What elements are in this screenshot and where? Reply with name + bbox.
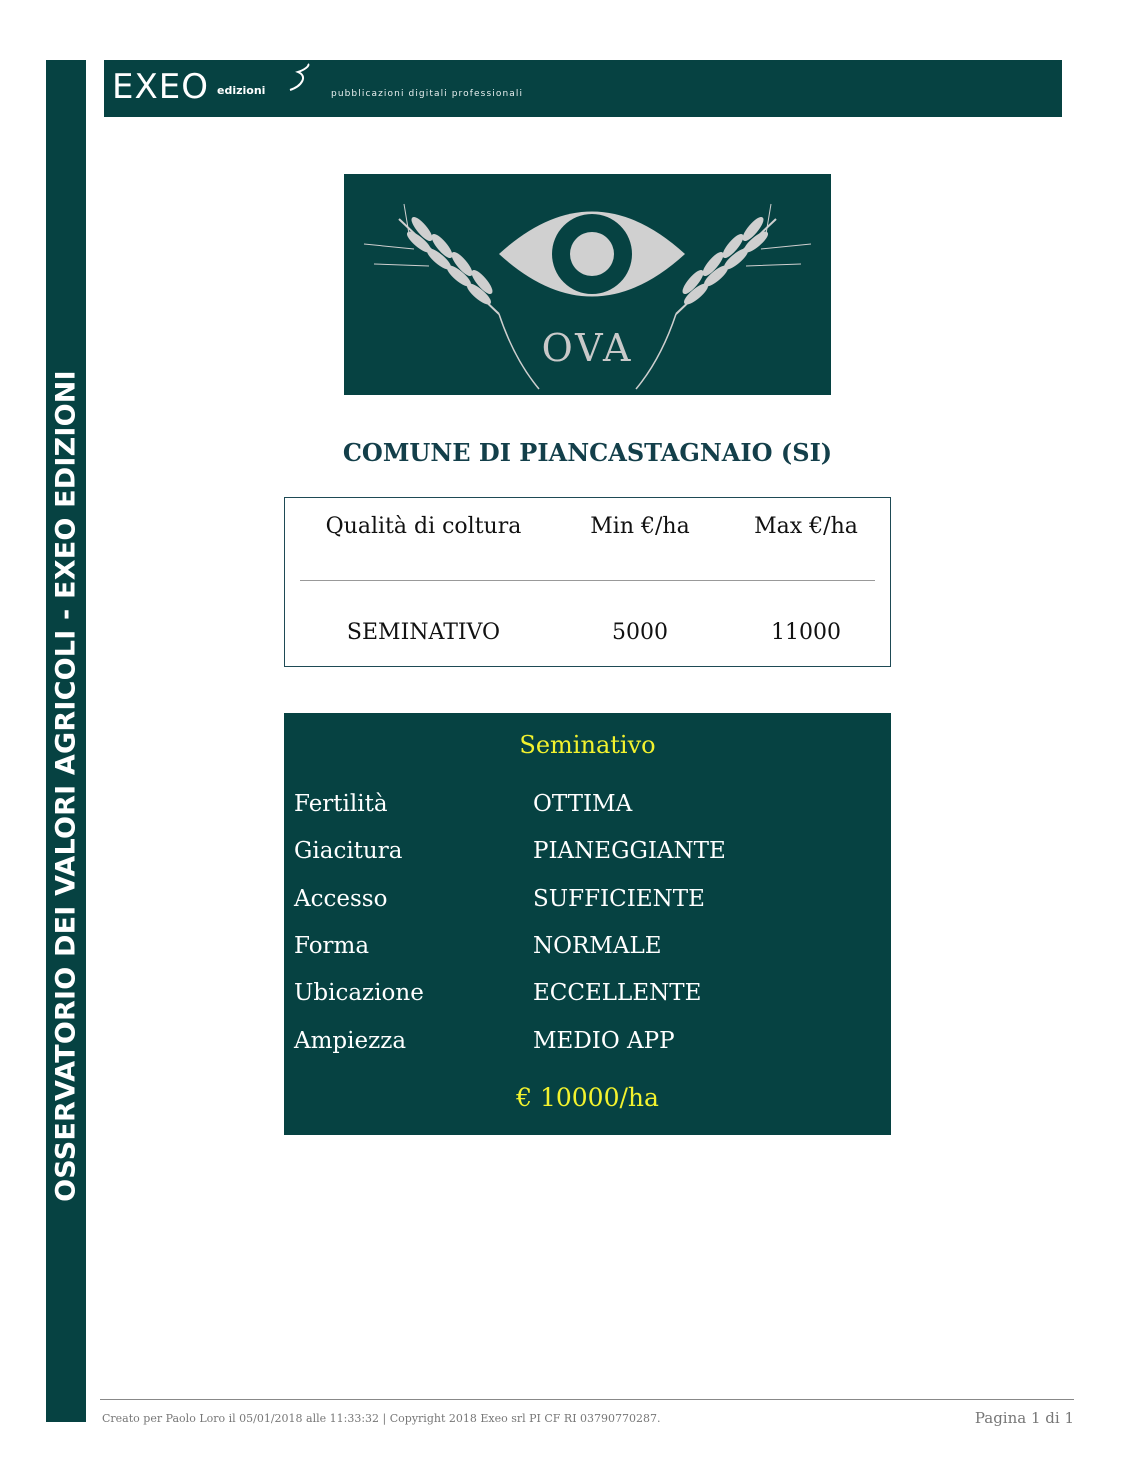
sidebar-title: OSSERVATORIO DEI VALORI AGRICOLI - EXEO EDIZIONI [50,370,82,1202]
table-cell-max: 11000 [771,620,841,645]
footer-divider [100,1399,1074,1400]
page-number: Pagina 1 di 1 [974,1409,1074,1427]
detail-value: SUFFICIENTE [533,886,705,912]
detail-label: Ampiezza [294,1028,407,1054]
swoosh-icon [284,62,314,94]
detail-value: NORMALE [533,933,662,959]
header-band [104,60,1062,117]
detail-value: PIANEGGIANTE [533,838,726,864]
detail-price: € 10000/ha [516,1083,659,1112]
footer-credit: Creato per Paolo Loro il 05/01/2018 alle 11:33:32 | Copyright 2018 Exeo srl PI CF RI 03790770287. [102,1412,661,1425]
table-cell-min: 5000 [612,620,668,645]
brand-logo: EXEO [112,67,210,107]
detail-value: OTTIMA [533,791,633,817]
detail-row [284,886,891,926]
detail-label: Ubicazione [294,980,424,1006]
detail-label: Forma [294,933,370,959]
price-table [284,497,891,667]
logo-text: OVA [541,326,634,370]
detail-box [284,713,891,1135]
detail-value: MEDIO APP [533,1028,675,1054]
page-title: COMUNE DI PIANCASTAGNAIO (SI) [342,438,833,467]
tagline: pubblicazioni digitali professionali [331,89,524,99]
detail-row [284,933,891,973]
column-header-quality: Qualità di coltura [325,514,522,539]
detail-value: ECCELLENTE [533,980,702,1006]
detail-row [284,1028,891,1068]
detail-row [284,791,891,831]
detail-title: Seminativo [519,731,656,759]
detail-label: Giacitura [294,838,403,864]
detail-row [284,980,891,1020]
column-header-max: Max €/ha [754,514,858,539]
brand-sub: edizioni [217,84,266,97]
ova-logo [344,174,831,395]
table-cell-quality: SEMINATIVO [346,620,501,645]
table-divider [300,580,875,581]
detail-label: Fertilità [294,791,388,817]
column-header-min: Min €/ha [590,514,690,539]
detail-row [284,838,891,878]
detail-label: Accesso [294,886,388,912]
